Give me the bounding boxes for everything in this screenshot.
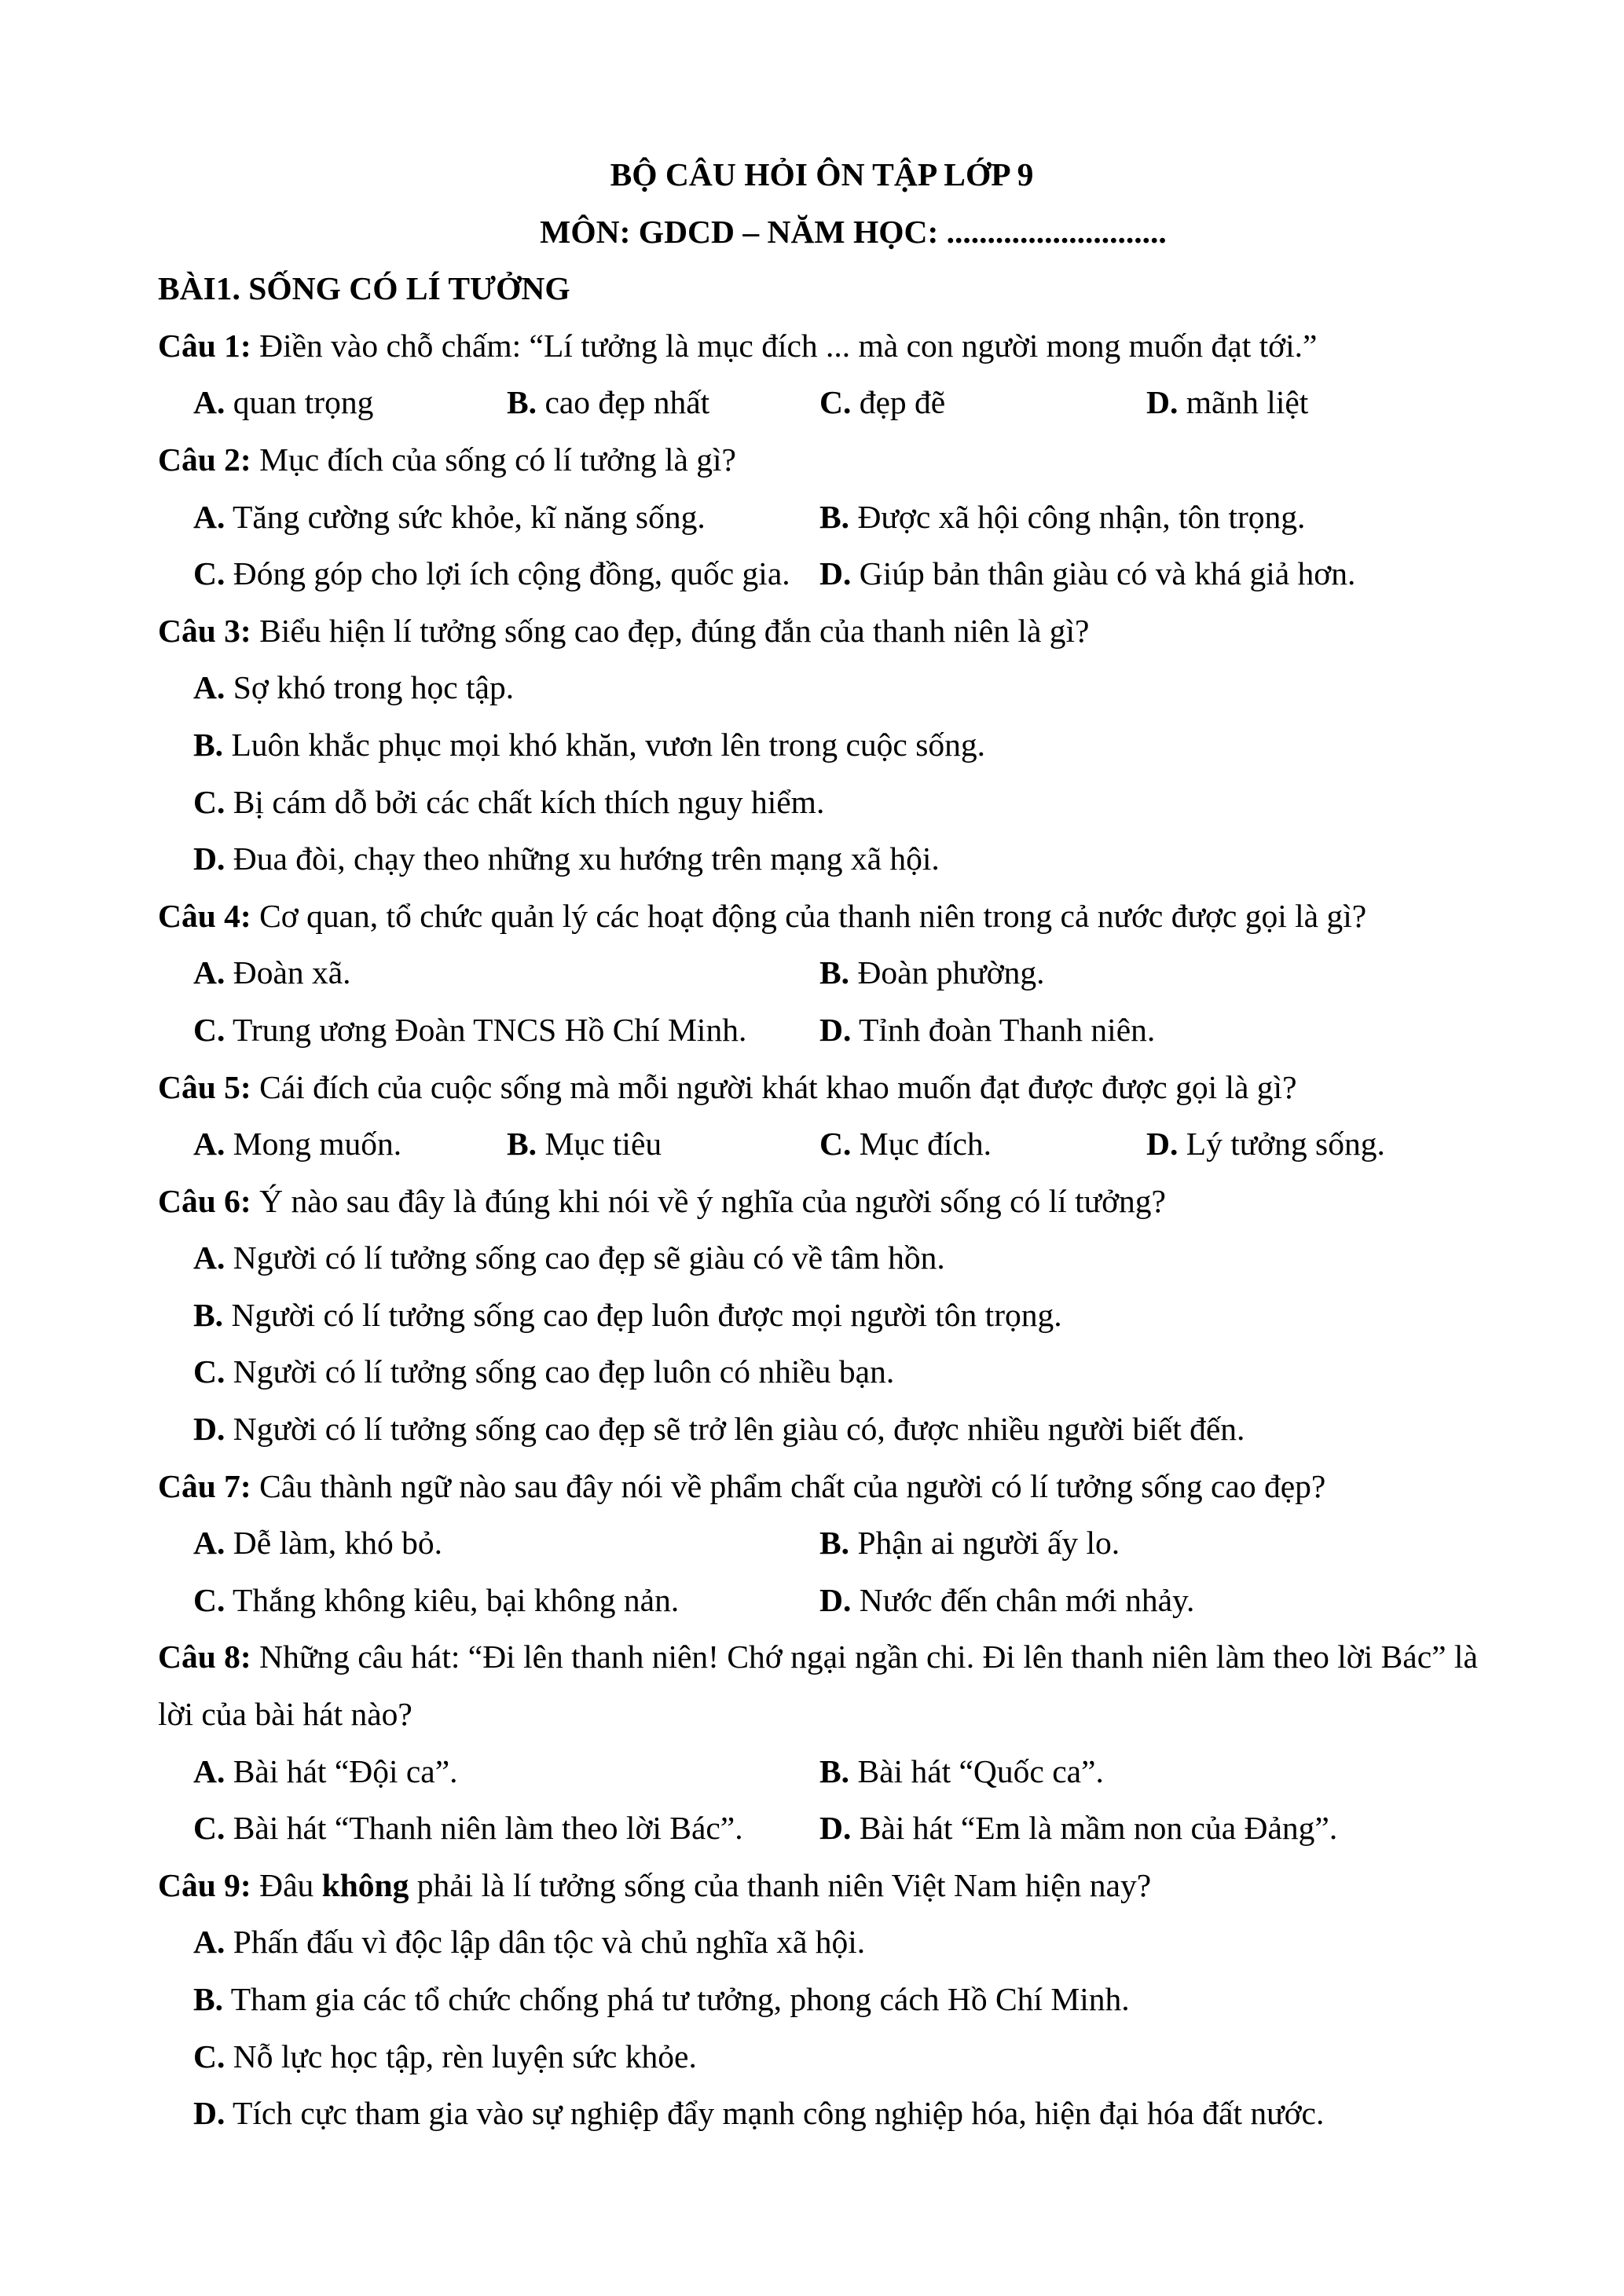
answer-option	[193, 1401, 1245, 1458]
option-key: A.	[193, 1924, 225, 1961]
answer-option	[819, 374, 1146, 431]
question-label: Câu 3:	[158, 612, 251, 649]
options-row	[158, 374, 1624, 431]
question-text	[158, 1173, 1494, 1230]
option-text: Bài hát “Đội ca”.	[225, 1752, 458, 1789]
option-text: Tham gia các tổ chức chống phá tư tưởng, phong cách Hồ Chí Minh.	[223, 1981, 1130, 2017]
answer-option	[193, 716, 985, 774]
question-body: Cái đích của cuộc sống mà mỗi người khát khao muốn đạt được được gọi là gì?	[251, 1068, 1297, 1105]
option-text: Người có lí tưởng sống cao đẹp luôn có nhiều bạn.	[225, 1353, 895, 1390]
question-text	[158, 317, 1494, 375]
option-text: Tỉnh đoàn Thanh niên.	[851, 1011, 1156, 1048]
option-text: Người có lí tưởng sống cao đẹp sẽ trở lên giàu có, được nhiều người biết đến.	[225, 1411, 1245, 1448]
option-text: Đoàn phường.	[849, 954, 1045, 991]
answer-option	[193, 1743, 819, 1800]
option-text: Phận ai người ấy lo.	[849, 1525, 1120, 1562]
option-text: Người có lí tưởng sống cao đẹp sẽ giàu có về tâm hồn.	[225, 1240, 945, 1276]
option-text: Tích cực tham gia vào sự nghiệp đẩy mạnh công nghiệp hóa, hiện đại hóa đất nước.	[225, 2095, 1325, 2132]
question-label: Câu 8:	[158, 1639, 251, 1675]
question-text	[158, 431, 1494, 489]
option-key: C.	[193, 555, 225, 592]
question-block	[158, 1628, 1624, 1856]
answer-option	[193, 545, 819, 602]
option-key: C.	[819, 384, 852, 421]
question-block	[158, 317, 1624, 431]
answer-option	[193, 2028, 697, 2085]
option-key: C.	[193, 1810, 225, 1847]
option-text: Lý tưởng sống.	[1178, 1126, 1385, 1163]
answer-option	[819, 1800, 1446, 1857]
option-key: A.	[193, 384, 225, 421]
option-key: C.	[193, 1581, 225, 1618]
question-block	[158, 1059, 1624, 1173]
options-row	[158, 545, 1624, 602]
question-body: Biểu hiện lí tưởng sống cao đẹp, đúng đắn của thanh niên là gì?	[251, 612, 1090, 649]
question-label: Câu 7:	[158, 1467, 251, 1504]
question-body: Cơ quan, tổ chức quản lý các hoạt động của thanh niên trong cả nước được gọi là gì?	[251, 897, 1367, 934]
option-key: B.	[507, 384, 537, 421]
answer-option	[819, 1743, 1446, 1800]
answer-option	[193, 1343, 894, 1401]
answer-option	[507, 1115, 819, 1173]
answer-option	[193, 1572, 819, 1629]
answer-option	[193, 1002, 819, 1059]
options-row	[158, 489, 1624, 546]
option-key: B.	[193, 726, 224, 763]
answer-option	[819, 545, 1446, 602]
option-text: Bài hát “Quốc ca”.	[849, 1752, 1104, 1789]
question-body: Điền vào chỗ chấm: “Lí tưởng là mục đích ... mà con người mong muốn đạt tới.”	[251, 327, 1318, 364]
answer-option	[507, 374, 819, 431]
answer-option	[193, 489, 819, 546]
option-text: Người có lí tưởng sống cao đẹp luôn được mọi người tôn trọng.	[223, 1296, 1062, 1333]
option-key: A.	[193, 1525, 225, 1562]
answer-option	[819, 1514, 1446, 1572]
question-label: Câu 9:	[158, 1866, 251, 1903]
option-text: Dễ làm, khó bỏ.	[225, 1525, 442, 1562]
option-text: Đua đòi, chạy theo những xu hướng trên mạng xã hội.	[225, 840, 940, 877]
option-key: D.	[819, 555, 852, 592]
option-key: A.	[193, 1240, 225, 1276]
question-body: Ý nào sau đây là đúng khi nói về ý nghĩa của người sống có lí tưởng?	[251, 1182, 1166, 1219]
options-row	[158, 1743, 1624, 1800]
option-key: B.	[507, 1126, 537, 1163]
option-text: Tăng cường sức khỏe, kĩ năng sống.	[225, 498, 706, 535]
answer-option	[193, 659, 514, 716]
options-row	[158, 774, 1624, 831]
option-key: C.	[193, 1353, 225, 1390]
answer-option	[193, 1913, 865, 1971]
option-text: Bài hát “Thanh niên làm theo lời Bác”.	[225, 1810, 743, 1847]
options-row	[158, 1229, 1624, 1287]
option-text: Sợ khó trong học tập.	[225, 669, 515, 706]
question-block	[158, 602, 1624, 888]
question-label: Câu 5:	[158, 1068, 251, 1105]
options-row	[158, 1913, 1624, 1971]
answer-option	[1146, 374, 1459, 431]
option-text: cao đẹp nhất	[537, 384, 710, 421]
option-key: D.	[1146, 1126, 1179, 1163]
option-key: A.	[193, 954, 225, 991]
question-label: Câu 4:	[158, 897, 251, 934]
option-text: mãnh liệt	[1178, 384, 1309, 421]
option-text: quan trọng	[225, 384, 374, 421]
option-text: Trung ương Đoàn TNCS Hồ Chí Minh.	[225, 1011, 747, 1048]
answer-option	[193, 1514, 819, 1572]
document-subtitle: MÔN: GDCD – NĂM HỌC: ...........................	[540, 213, 1167, 250]
option-key: B.	[819, 1525, 850, 1562]
question-body: Đâu	[251, 1866, 322, 1903]
answer-option	[193, 374, 507, 431]
options-row	[158, 1800, 1624, 1857]
answer-option	[193, 1229, 945, 1287]
question-block	[158, 431, 1624, 602]
options-row	[158, 830, 1624, 888]
option-text: Nước đến chân mới nhảy.	[851, 1581, 1195, 1618]
option-key: C.	[193, 783, 225, 820]
answer-option	[193, 1287, 1062, 1344]
answer-option	[193, 2085, 1324, 2142]
options-row	[158, 2085, 1624, 2142]
question-text	[158, 1857, 1494, 1914]
option-key: D.	[193, 2095, 225, 2132]
question-body: Mục đích của sống có lí tưởng là gì?	[251, 441, 736, 478]
answer-option	[819, 1002, 1446, 1059]
question-emphasis: không	[321, 1866, 409, 1903]
option-key: B.	[193, 1296, 224, 1333]
options-row	[158, 1343, 1624, 1401]
answer-option	[819, 1115, 1146, 1173]
question-text	[158, 1628, 1494, 1742]
option-text: Nỗ lực học tập, rèn luyện sức khỏe.	[225, 2038, 697, 2074]
question-block	[158, 1458, 1624, 1629]
question-label: Câu 6:	[158, 1182, 251, 1219]
option-key: D.	[819, 1011, 852, 1048]
option-key: A.	[193, 1126, 225, 1163]
question-block	[158, 1173, 1624, 1458]
option-text: Đóng góp cho lợi ích cộng đồng, quốc gia.	[225, 555, 790, 592]
option-key: B.	[193, 1981, 224, 2017]
option-key: C.	[819, 1126, 852, 1163]
document-title: BỘ CÂU HỎI ÔN TẬP LỚP 9	[610, 156, 1034, 192]
answer-option	[819, 1572, 1446, 1629]
answer-option	[193, 1115, 507, 1173]
option-key: B.	[819, 1752, 850, 1789]
question-block	[158, 888, 1624, 1059]
option-text: Luôn khắc phục mọi khó khăn, vươn lên trong cuộc sống.	[223, 726, 986, 763]
options-row	[158, 1002, 1624, 1059]
options-row	[158, 1401, 1624, 1458]
option-text: Thắng không kiêu, bại không nản.	[225, 1581, 680, 1618]
question-text	[158, 888, 1494, 945]
question-label: Câu 1:	[158, 327, 251, 364]
option-key: C.	[193, 1011, 225, 1048]
answer-option	[819, 489, 1446, 546]
option-text: Phấn đấu vì độc lập dân tộc và chủ nghĩa xã hội.	[225, 1924, 866, 1961]
answer-option	[819, 944, 1446, 1002]
option-key: A.	[193, 498, 225, 535]
question-body: Câu thành ngữ nào sau đây nói về phẩm chất của người có lí tưởng sống cao đẹp?	[251, 1467, 1326, 1504]
answer-option	[193, 830, 940, 888]
question-body-end: phải là lí tưởng sống của thanh niên Việt Nam hiện nay?	[409, 1866, 1152, 1903]
option-key: D.	[819, 1810, 852, 1847]
option-text: Mục đích.	[851, 1126, 992, 1163]
option-key: D.	[1146, 384, 1179, 421]
question-block	[158, 1857, 1624, 2142]
option-text: Bị cám dỗ bởi các chất kích thích nguy hiểm.	[225, 783, 825, 820]
question-text	[158, 602, 1494, 660]
options-row	[158, 2028, 1624, 2085]
option-text: Mong muốn.	[225, 1126, 402, 1163]
option-key: B.	[819, 498, 850, 535]
answer-option	[193, 774, 824, 831]
option-key: D.	[193, 840, 225, 877]
question-label: Câu 2:	[158, 441, 251, 478]
option-text: Mục tiêu	[537, 1126, 662, 1163]
options-row	[158, 1572, 1624, 1629]
question-text	[158, 1059, 1494, 1116]
option-key: A.	[193, 669, 225, 706]
options-row	[158, 716, 1624, 774]
answer-option	[193, 1971, 1130, 2028]
answer-option	[1146, 1115, 1459, 1173]
question-body: Những câu hát: “Đi lên thanh niên! Chớ ngại ngần chi. Đi lên thanh niên làm theo lời Bác” là lời của bài hát nào?	[158, 1639, 1478, 1733]
section-title: BÀI1. SỐNG CÓ LÍ TƯỞNG	[158, 270, 570, 307]
options-row	[158, 1287, 1624, 1344]
options-row	[158, 944, 1624, 1002]
answer-option	[193, 944, 819, 1002]
options-row	[158, 1514, 1624, 1572]
question-text	[158, 1458, 1494, 1515]
option-text: Đoàn xã.	[225, 954, 351, 991]
option-text: đẹp đẽ	[851, 384, 946, 421]
option-key: A.	[193, 1752, 225, 1789]
option-key: C.	[193, 2038, 225, 2074]
question-list	[158, 317, 1624, 2142]
option-key: D.	[193, 1411, 225, 1448]
option-text: Được xã hội công nhận, tôn trọng.	[849, 498, 1306, 535]
options-row	[158, 1115, 1624, 1173]
option-key: B.	[819, 954, 850, 991]
option-text: Bài hát “Em là mầm non của Đảng”.	[851, 1810, 1338, 1847]
answer-option	[193, 1800, 819, 1857]
options-row	[158, 659, 1624, 716]
option-text: Giúp bản thân giàu có và khá giả hơn.	[851, 555, 1356, 592]
options-row	[158, 1971, 1624, 2028]
option-key: D.	[819, 1581, 852, 1618]
